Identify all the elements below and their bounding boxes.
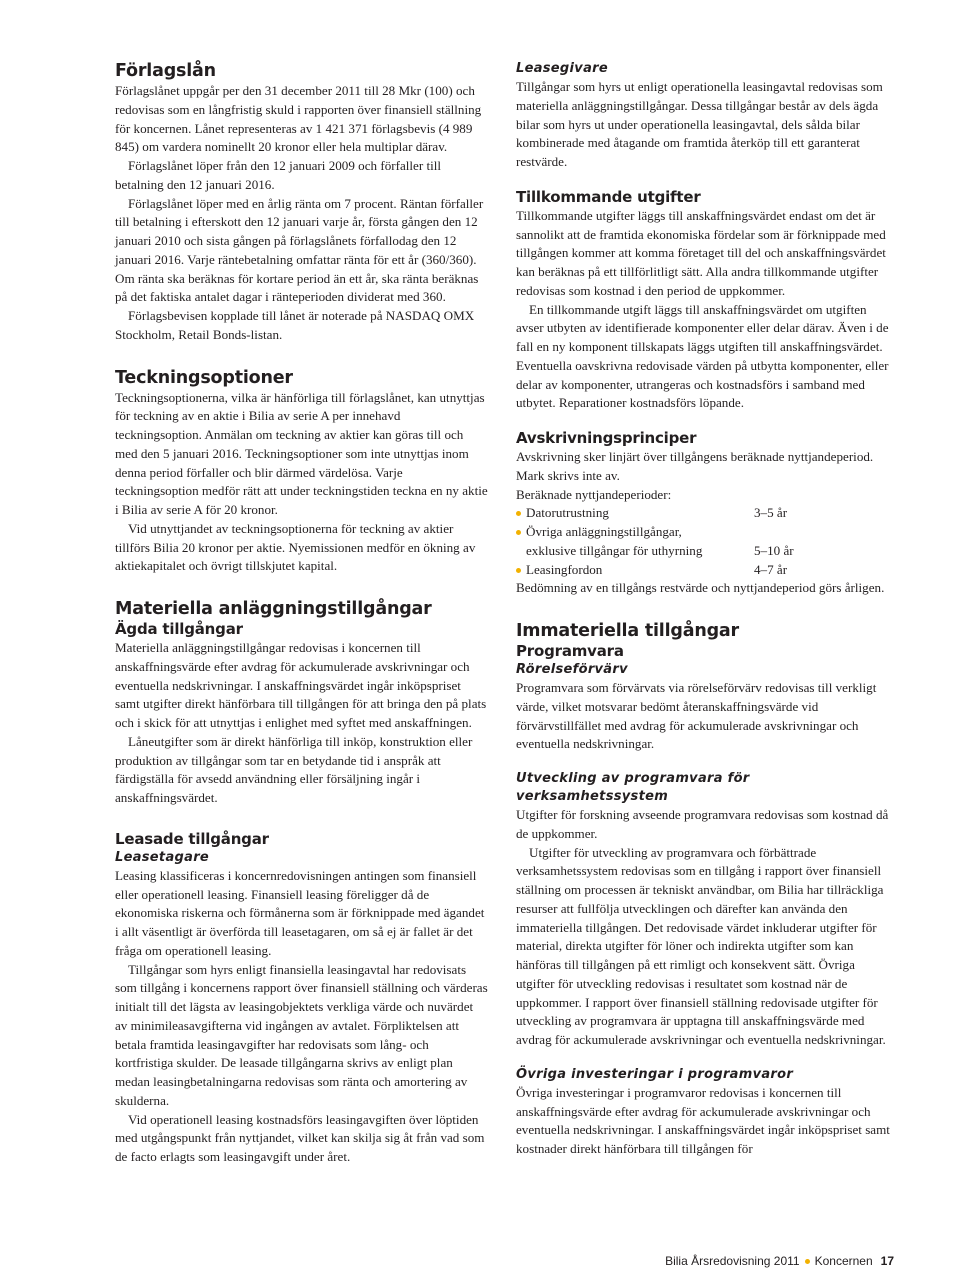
- section-immateriella: [516, 620, 893, 1159]
- section-forlagslan: [115, 60, 488, 345]
- left-column: [115, 60, 488, 1167]
- right-column: [516, 60, 893, 1159]
- paragraph: Leasing klassificeras i koncernredovisningen antingen som finansiell eller operationell leasing. Finansiell leasing föreligger då de ekonomiska riskerna och förmånerna som är förknippade med ägandet i allt väsentligt är överförda till leasetagaren, om så ej är fallet är det fråga om operationell leasing.: [115, 867, 485, 958]
- list-item: [516, 561, 893, 580]
- subheading-utveckling: Utveckling av programvara för verksamhetssystem: [516, 771, 750, 804]
- footer-title: Bilia Årsredovisning 2011: [665, 1254, 800, 1268]
- paragraph: En tillkommande utgift läggs till anskaffningsvärdet om utgiften avser utbyten av identifierade komponenter eller delar därav. Även i de fall en ny komponent tillskapats läggs utgiften till anskaffningsvärdet. Eventuella oavskrivna redovisade värden på utbytta komponenter, eller delar av komponenter, utrangeras och kostnadsförs i samband med utbytet. Reparationer kostnadsförs löpande.: [516, 301, 889, 411]
- section-leasade: [115, 830, 488, 1167]
- subheading-leasegivare: Leasegivare: [516, 61, 608, 76]
- subheading-rorelseforvarv: Rörelseförvärv: [516, 662, 628, 677]
- paragraph: Beräknade nyttjandeperioder:: [516, 486, 672, 502]
- section-leasegivare: [516, 60, 893, 172]
- section-avskrivning: [516, 429, 893, 598]
- list-item: [516, 504, 893, 523]
- subheading-programvara: Programvara: [516, 642, 624, 660]
- list-item-label-continued: [516, 542, 893, 561]
- paragraph: Tillkommande utgifter läggs till anskaffningsvärdet endast om det är sannolikt att de framtida ekonomiska fördelar som är förknippade med tillgången kommer att komma företaget till del och anskaffningsvärdet kan beräknas på ett tillförlitligt sätt. Alla andra tillkommande utgifter redovisas som kostnad i den period de uppkommer.: [516, 207, 886, 298]
- page-number: 17: [880, 1254, 894, 1268]
- page-footer: [662, 1254, 894, 1268]
- paragraph: Utgifter för forskning avseende programvara redovisas som kostnad då de uppkommer.: [516, 807, 889, 841]
- subheading-ovriga-investeringar: Övriga investeringar i programvaror: [516, 1066, 794, 1082]
- paragraph: Materiella anläggningstillgångar redovisas i koncernen till anskaffningsvärde efter avdrag för ackumulerade avskrivningar och eventuella nedskrivningar. I anskaffningsvärdet ingår inköpspriset samt utgifter direkt hänförbara till tillgången för att bringa den på plats och i skick för att utnyttjas i enlighet med syftet med anskaffningen.: [115, 640, 487, 730]
- section-teckningsoptioner: [115, 367, 488, 577]
- paragraph: Tillgångar som hyrs ut enligt operationella leasingavtal redovisas som materiella anläggningstillgångar. Dessa tillgångar består av dels ägda bilar som hyrs ut under operationella leasingavtal, dels sålda bilar kombinerade med åtagande om framtida återköp till ett garanterat restvärde.: [516, 79, 883, 169]
- list-item-value: 3–5 år: [754, 505, 788, 521]
- paragraph: Förlagsbevisen kopplade till lånet är noterade på NASDAQ OMX Stockholm, Retail Bonds-listan.: [115, 308, 475, 342]
- paragraph: Låneutgifter som är direkt hänförliga till inköp, konstruktion eller produktion av tillgångar som tar en betydande tid i anspråk att färdigställa för avsedd användning eller försäljning ingår i anskaffningsvärdet.: [115, 733, 473, 805]
- heading-teckningsoptioner: Teckningsoptioner: [115, 367, 293, 388]
- list-item-value: 5–10 år: [754, 542, 794, 558]
- section-tillkommande: [516, 188, 893, 413]
- paragraph: Teckningsoptionerna, vilka är hänförliga till förlagslånet, kan utnyttjas för teckning av en aktie i Bilia av serie A per innehavd teckningsoption. Anmälan om teckning av aktier kan göras till och med den 5 januari 2016. Teckningsoptioner som inte utnyttjas inom denna period förfaller och blir därmed värdelösa. Varje teckningsoption medför rätt att under teckningstiden teckna en ny aktie i Bilia av serie A för 20 kronor.: [115, 389, 488, 517]
- paragraph: Utgifter för utveckling av programvara och förbättrade verksamhetssystem redovisas som en tillgång i rapport över finansiell ställning om processen är tekniskt användbar, om Bilia har tillräckliga resurser att fullfölja utvecklingen och därefter kan använda den immateriella tillgången. Det redovisade värdet inkluderar utgifter för material, direkta utgifter för löner och indirekta utgifter som kan hänföras till tillgången på ett rimligt och konsekvent sätt. Övriga utgifter för utveckling redovisas i resultatet som kostnad när de uppkommer. I rapport över finansiell ställning redovisade utgifter för utveckling av programvara är upptagna till anskaffningsvärde med avdrag för ackumulerade avskrivningar och eventuella nedskrivningar.: [516, 844, 886, 1047]
- paragraph: Programvara som förvärvats via rörelseförvärv redovisas till verkligt värde, vilket motsvarar bedömt återanskaffningsvärde vid förvärvstillfället med avdrag för ackumulerade avskrivningar och eventuella nedskrivningar.: [516, 680, 877, 752]
- paragraph: Bedömning av en tillgångs restvärde och nyttjandeperiod görs årligen.: [516, 580, 885, 596]
- subheading-leasade: Leasade tillgångar: [115, 829, 269, 848]
- section-materiella: [115, 598, 488, 808]
- list-item-value: 4–7 år: [754, 561, 788, 577]
- paragraph: Vid utnyttjandet av teckningsoptionerna för teckning av aktier tillförs Bilia 20 kronor per aktie. Nyemissionen medför en ökning av aktiekapitalet och övrigt tillskjutet kapital.: [115, 520, 476, 574]
- subheading-leasetagare: Leasetagare: [115, 849, 210, 865]
- heading-materiella: Materiella anläggningstillgångar: [115, 599, 432, 619]
- heading-forlagslan: Förlagslån: [115, 61, 216, 81]
- bullet-icon: [516, 530, 521, 535]
- footer-section: Koncernen: [814, 1254, 873, 1268]
- paragraph: Förlagslånet löper med en årlig ränta om 7 procent. Räntan förfaller till betalning i efterskott den 12 januari varje år, första gången den 12 januari 2010 och sista gången på förlagslånets förfallodag den 12 januari 2016. Varje räntebetalning omfattar ränta för ett år (360/360). Om ränta ska beräknas för kortare period än ett år, ska ränta beräknas på det faktiska antalet dagar i ränteperioden dividerat med 360.: [115, 195, 484, 305]
- heading-avskrivning: Avskrivningsprinciper: [516, 429, 697, 447]
- list-item: [516, 523, 893, 561]
- heading-immateriella: Immateriella tillgångar: [516, 621, 739, 641]
- list-item-label: Leasingfordon: [526, 561, 603, 577]
- paragraph: Förlagslånet löper från den 12 januari 2009 och förfaller till betalning den 12 januari 2016.: [115, 158, 442, 192]
- subheading-agda: Ägda tillgångar: [115, 620, 243, 638]
- paragraph: Tillgångar som hyrs enligt finansiella leasingavtal har redovisats som tillgång i koncernens rapport över finansiell ställning och värderas initialt till det lägsta av leasingobjektets verkliga värde och nuvärdet av minimileasavgifterna vid ingången av avtalet. Förpliktelsen att betala framtida leasingavgifter har redovisats som lång- och kortfristiga skulder. De leasade tillgångarna skrivs av enligt plan medan leasingbetalningarna redovisas som ränta och amortering av skulderna.: [115, 961, 488, 1108]
- paragraph: Övriga investeringar i programvaror redovisas i koncernen till anskaffningsvärde efter avdrag för ackumulerade avskrivningar och eventuella nedskrivningar. I anskaffningsvärdet ingår inköpspriset samt kostnader direkt hänförbara till tillgången för: [516, 1084, 890, 1156]
- bullet-icon: [805, 1259, 810, 1264]
- list-item-label: Övriga anläggningstillgångar,: [526, 524, 682, 539]
- heading-tillkommande: Tillkommande utgifter: [516, 187, 701, 206]
- paragraph: Vid operationell leasing kostnadsförs leasingavgiften över löptiden med utgångspunkt från nyttjandet, vilket kan skilja sig åt från vad som de facto erlagts som leasingavgift under året.: [115, 1111, 485, 1164]
- useful-life-list: [516, 504, 893, 579]
- list-item-label: Datorutrustning: [526, 505, 609, 521]
- paragraph: Avskrivning sker linjärt över tillgångens beräknade nyttjandeperiod. Mark skrivs inte av.: [516, 449, 874, 483]
- bullet-icon: [516, 568, 521, 573]
- paragraph: Förlagslånet uppgår per den 31 december 2011 till 28 Mkr (100) och redovisas som en långfristig skuld i rapporten över finansiell ställning för koncernen. Lånet representeras av 1 421 371 förlagsbevis (4 989 845) om vardera nominellt 20 kronor eller hela multiplar därav.: [115, 83, 482, 155]
- list-item-label-line2: exklusive tillgångar för uthyrning: [526, 542, 703, 558]
